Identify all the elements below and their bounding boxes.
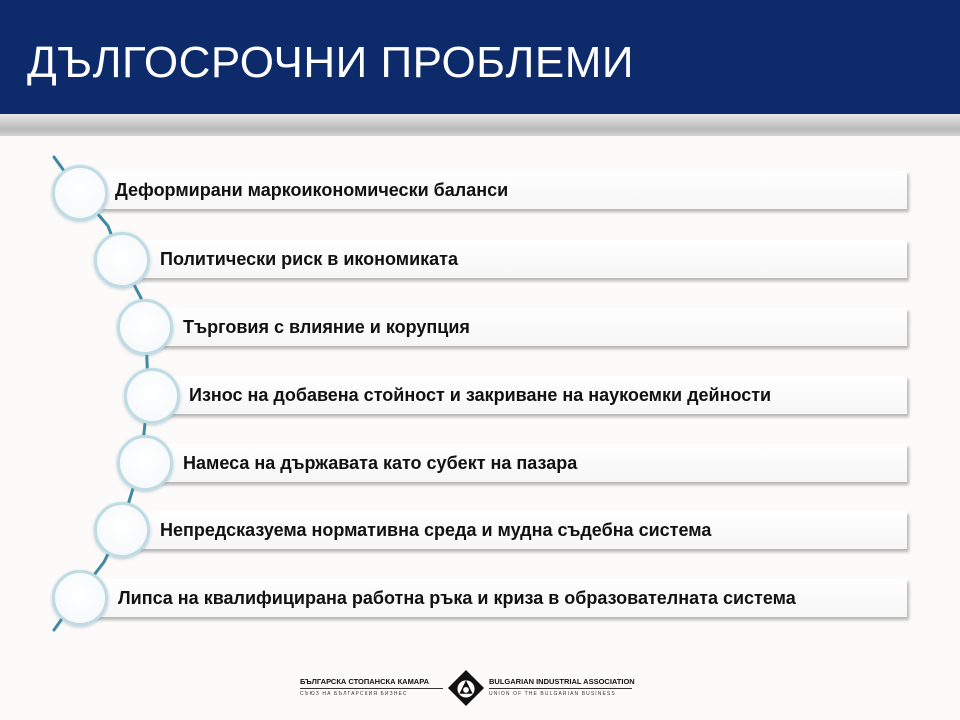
bullet-circle: [117, 435, 173, 491]
item-label: Непредсказуема нормативна среда и мудна съдебна система: [160, 520, 712, 540]
footer-logo-block: [300, 668, 640, 712]
bullet-circle: [94, 502, 150, 558]
org-name-bg: БЪЛГАРСКА СТОПАНСКА КАМАРА: [300, 677, 429, 686]
org-name-en: BULGARIAN INDUSTRIAL ASSOCIATION: [489, 677, 635, 686]
bullet-circle: [52, 165, 108, 221]
item-label: Износ на добавена стойност и закриване на наукоемки дейности: [189, 385, 772, 405]
bia-logo-icon: [447, 669, 485, 707]
bullet-circle: [52, 570, 108, 626]
bullet-circle: [117, 299, 173, 355]
item-label: Деформирани маркоикономически баланси: [115, 180, 509, 200]
bullet-circle: [124, 368, 180, 424]
org-subtitle-en: UNION OF THE BULGARIAN BUSINESS: [489, 691, 616, 697]
item-label: Политически риск в икономиката: [160, 249, 459, 269]
page-title: ДЪЛГОСРОЧНИ ПРОБЛЕМИ: [27, 38, 635, 87]
org-subtitle-bg: СЪЮЗ НА БЪЛГАРСКИЯ БИЗНЕС: [300, 691, 408, 697]
footer-divider: [300, 688, 443, 689]
item-label: Търговия с влияние и корупция: [183, 317, 470, 337]
footer-divider: [489, 688, 632, 689]
bullet-circle: [94, 232, 150, 288]
item-label: Намеса на държавата като субект на пазара: [183, 453, 578, 473]
item-label: Липса на квалифицирана работна ръка и криза в образователната система: [118, 588, 796, 608]
